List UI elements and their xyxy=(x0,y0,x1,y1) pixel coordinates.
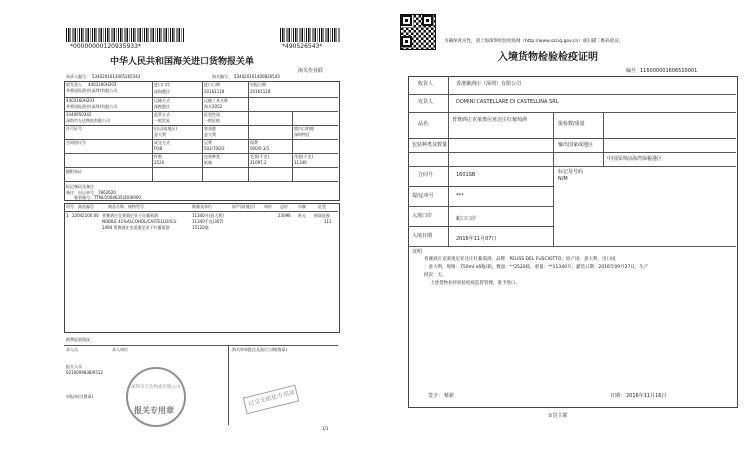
consumer-name: 华香国际酒业(深圳)有限公司 xyxy=(66,104,118,109)
net-value: 11340 xyxy=(294,160,307,165)
marks-label: 标记及号码 xyxy=(558,169,584,175)
entry-port-label: 入境口岸 xyxy=(412,213,433,219)
bill-label: 提/运单号 xyxy=(412,193,434,199)
paperless-stamp-text: 已交无纸化专用章 xyxy=(247,389,296,408)
declare-date-label: 申报日期 xyxy=(250,82,266,87)
arrival-value: 2016年11月07日 xyxy=(456,236,497,242)
verification-notice: 为确保真实性，请上海深圳检验检疫网（http://www.szciq.gov.cn）或扫描二维码验证。 xyxy=(444,39,624,44)
port-value: 深海港区 xyxy=(154,89,170,94)
item-qty-2: 11340千克(307) xyxy=(192,219,224,224)
page-title: 中华人民共和国海关进口货物报关单 xyxy=(110,57,255,67)
proof-line-4: 上述货物业经检验检疫监督管理，准予进口。 xyxy=(430,281,520,286)
tax-nature-value: 一般征税 xyxy=(204,118,220,123)
signer-label: 签字： xyxy=(428,393,444,399)
item-tax-code: 111 xyxy=(324,219,332,224)
package-label: 包装种类及数量 xyxy=(412,142,448,148)
preentry-no: 5340201613005265543 xyxy=(92,74,141,79)
items-header-tax: 征免 xyxy=(318,204,326,209)
marks-value-2: 集装箱号：TTNU1064635(40)6900 xyxy=(74,195,141,200)
customs-declaration-form xyxy=(52,15,344,435)
seal-text: 深圳市万达物流有限公司 xyxy=(131,385,181,390)
page-number: 1/1 xyxy=(322,426,329,431)
tax-record-label: 税费征收情况 xyxy=(66,337,90,342)
trade-mode-value: 一般贸易 xyxy=(154,118,170,123)
goods-value: 普赛酒庄克莱奥尼亚达庄红葡萄酒 xyxy=(452,117,528,123)
deal-mode-label: 成交方式 xyxy=(154,140,170,145)
arrival-label: 入境日期 xyxy=(412,233,433,239)
import-date: 20161118 xyxy=(204,89,225,94)
entry-port-value: 蛇口口岸 xyxy=(456,216,477,222)
barcode-left xyxy=(66,28,184,42)
items-header-qty: 数量及单位 xyxy=(192,204,212,209)
marks-label: 标记唛码及备注 xyxy=(66,184,94,189)
certificate-number: 116000001606510001 xyxy=(640,68,698,74)
item-code: 22042100.00 xyxy=(72,213,99,218)
transport-label: 运输方式 xyxy=(154,98,170,103)
date-label: 日期： xyxy=(610,393,626,399)
domestic-dest-value: 深圳特区 xyxy=(294,132,310,137)
items-header-no: 项号 xyxy=(66,204,74,209)
items-header-total: 总价 xyxy=(280,204,288,209)
shipper-value: DOMINI CASTELLARE DI CASTELLINA SRL xyxy=(456,99,559,105)
doc-attached-label: 随附单证 xyxy=(66,169,82,174)
contract-label: 合同号 xyxy=(418,172,434,178)
item-spec: NOBILE 41%ALCOHOL/CASTELLO/ICU xyxy=(102,219,177,224)
import-date-label: 进口日期 xyxy=(204,82,220,87)
insurance-value: 000/0.3/1 xyxy=(250,146,270,151)
proof-line-3: 批次：无。 xyxy=(424,273,447,278)
entry-clerk-label: 录入员 xyxy=(66,347,78,352)
origin-country-value: 意大利 xyxy=(154,132,166,137)
deal-mode-value: FOB xyxy=(154,146,163,151)
quantity-label: 报检数/重量 xyxy=(558,121,585,127)
bill-value: *** xyxy=(456,193,464,199)
certificate-title: 入境货物检验检疫证明 xyxy=(498,52,598,63)
transport-value: 保税港区 xyxy=(154,104,170,109)
footer-note: ①货主联 xyxy=(548,413,568,419)
vehicle-value: 海关2052 xyxy=(204,104,223,109)
consignee-value: 香港聚酒庄（深圳）有限公司 xyxy=(456,81,522,87)
items-header-code: 商品编号 xyxy=(78,204,94,209)
date-value: 2016年11月16日 xyxy=(626,393,667,399)
consignee-label: 收发货人 xyxy=(66,82,82,87)
paperless-stamp xyxy=(243,385,300,415)
items-header-name: 商品名称、规格型号 xyxy=(108,204,144,209)
contract-label: 合同协议号 xyxy=(66,140,86,145)
barcode-left-text: *00000000120935933* xyxy=(70,43,141,50)
customs-no-label: 海关编号： xyxy=(212,74,232,79)
proof-line-2: ：意大利，规格：750ml x6瓶/箱，数量：**2520箱，重量：**11340升，灌装日期：2016年09月27日，生产 xyxy=(424,265,649,270)
items-header-currency: 币制 xyxy=(298,204,306,209)
inspection-certificate xyxy=(398,12,740,432)
item-currency: 欧元 xyxy=(298,213,306,218)
preentry-label: 预录入编号： xyxy=(66,74,90,79)
items-header-price: 单价 xyxy=(264,204,272,209)
item-tax: 照章征税 xyxy=(314,213,330,218)
freight-label: 运费 xyxy=(204,140,212,145)
gross-value: 21097.2 xyxy=(250,160,267,165)
consumer-code: 4403160H203 xyxy=(66,98,95,103)
package-label: 件数 xyxy=(154,154,162,159)
exit-country-label: 输出国家或地区 xyxy=(558,142,594,148)
gross-label: 毛重(千克) xyxy=(250,154,270,159)
license-label: 许可证号 xyxy=(66,126,82,131)
entry-unit-label: 录入单位 xyxy=(112,347,128,352)
package-value: 2520 xyxy=(154,160,165,165)
item-qty: 11340升(意大利) xyxy=(192,213,224,218)
freight-value: 502/700/3 xyxy=(204,146,225,151)
origin-country-label: 启运国(地区) xyxy=(154,126,178,131)
item-price: 23096 xyxy=(278,213,291,218)
agent-code: 1440950342 xyxy=(66,112,92,117)
barcode-right xyxy=(280,28,340,42)
customs-approval-label: 海关审单批注及放行日期(签章) xyxy=(232,347,288,352)
pkg-type-value: 纸箱 xyxy=(204,160,212,165)
contract-value: 1601SB xyxy=(456,172,476,178)
consignee-label: 收货人 xyxy=(418,81,434,87)
exit-country-value: 中国深圳前海湾保税港区 xyxy=(607,156,663,162)
proof-line-1: 普赛酒庄克莱奥尼亚达庄红葡萄酒，品牌：PEUSS DEL FUSCIOTTO，原产国：意大利，出口国 xyxy=(424,257,616,262)
port-label: 进口口岸 xyxy=(154,82,170,87)
agent-name: 深圳市万达物流有限公司 xyxy=(66,118,110,123)
tax-nature-label: 征免性质 xyxy=(204,112,220,117)
dest-port-label: 装货港 xyxy=(204,126,216,131)
item-qty-3: 15120瓶 xyxy=(192,225,209,230)
signer-value: 蔡新 xyxy=(444,393,455,399)
seal-center-text: 报关专用章 xyxy=(134,406,174,415)
dest-port-value: 意大利 xyxy=(204,132,216,137)
declarant-label: 报关人员 xyxy=(66,364,82,369)
pkg-type-label: 包装种类 xyxy=(204,154,220,159)
certificate-number-label: 编号 xyxy=(626,68,637,74)
declare-unit-label: 申报单位(签章) xyxy=(66,394,94,399)
entry-clerk-no: 0210009838/6512 xyxy=(66,370,103,375)
goods-label: 品名 xyxy=(418,121,429,127)
consignee-name: 华香国际酒业(深圳)有限公司 xyxy=(66,88,118,93)
shipper-label: 发货人 xyxy=(418,99,434,105)
declare-date: 20161118 xyxy=(250,89,271,94)
marks-value: 备注：出运单号：7862620 xyxy=(66,190,116,195)
consignee-code: 4403160H203 xyxy=(88,82,117,87)
proof-label: 证明 xyxy=(412,249,423,255)
item-no: 1 xyxy=(66,213,69,218)
vehicle-label: 运输工具名称 xyxy=(204,98,228,103)
net-label: 净重(千克) xyxy=(294,154,314,159)
items-header-origin: 原产国(地区) xyxy=(232,204,256,209)
form-subtitle: 海关作业联 xyxy=(298,68,324,74)
item-name: 普赛酒庄克莱奥尼亚干红葡萄酒 xyxy=(102,213,158,218)
domestic-dest-label: 境内目的地 xyxy=(294,126,314,131)
insurance-label: 保费 xyxy=(250,140,258,145)
marks-value: N/M xyxy=(558,176,568,182)
item-spec-2: 1494 普赛酒庄克莱奥尼亚干红葡萄酒 xyxy=(102,225,170,230)
barcode-right-text: *490526543* xyxy=(282,43,323,50)
customs-no: 534020161400826543 xyxy=(234,74,280,79)
trade-mode-label: 监管方式 xyxy=(154,112,170,117)
customs-broker-seal xyxy=(126,367,186,427)
